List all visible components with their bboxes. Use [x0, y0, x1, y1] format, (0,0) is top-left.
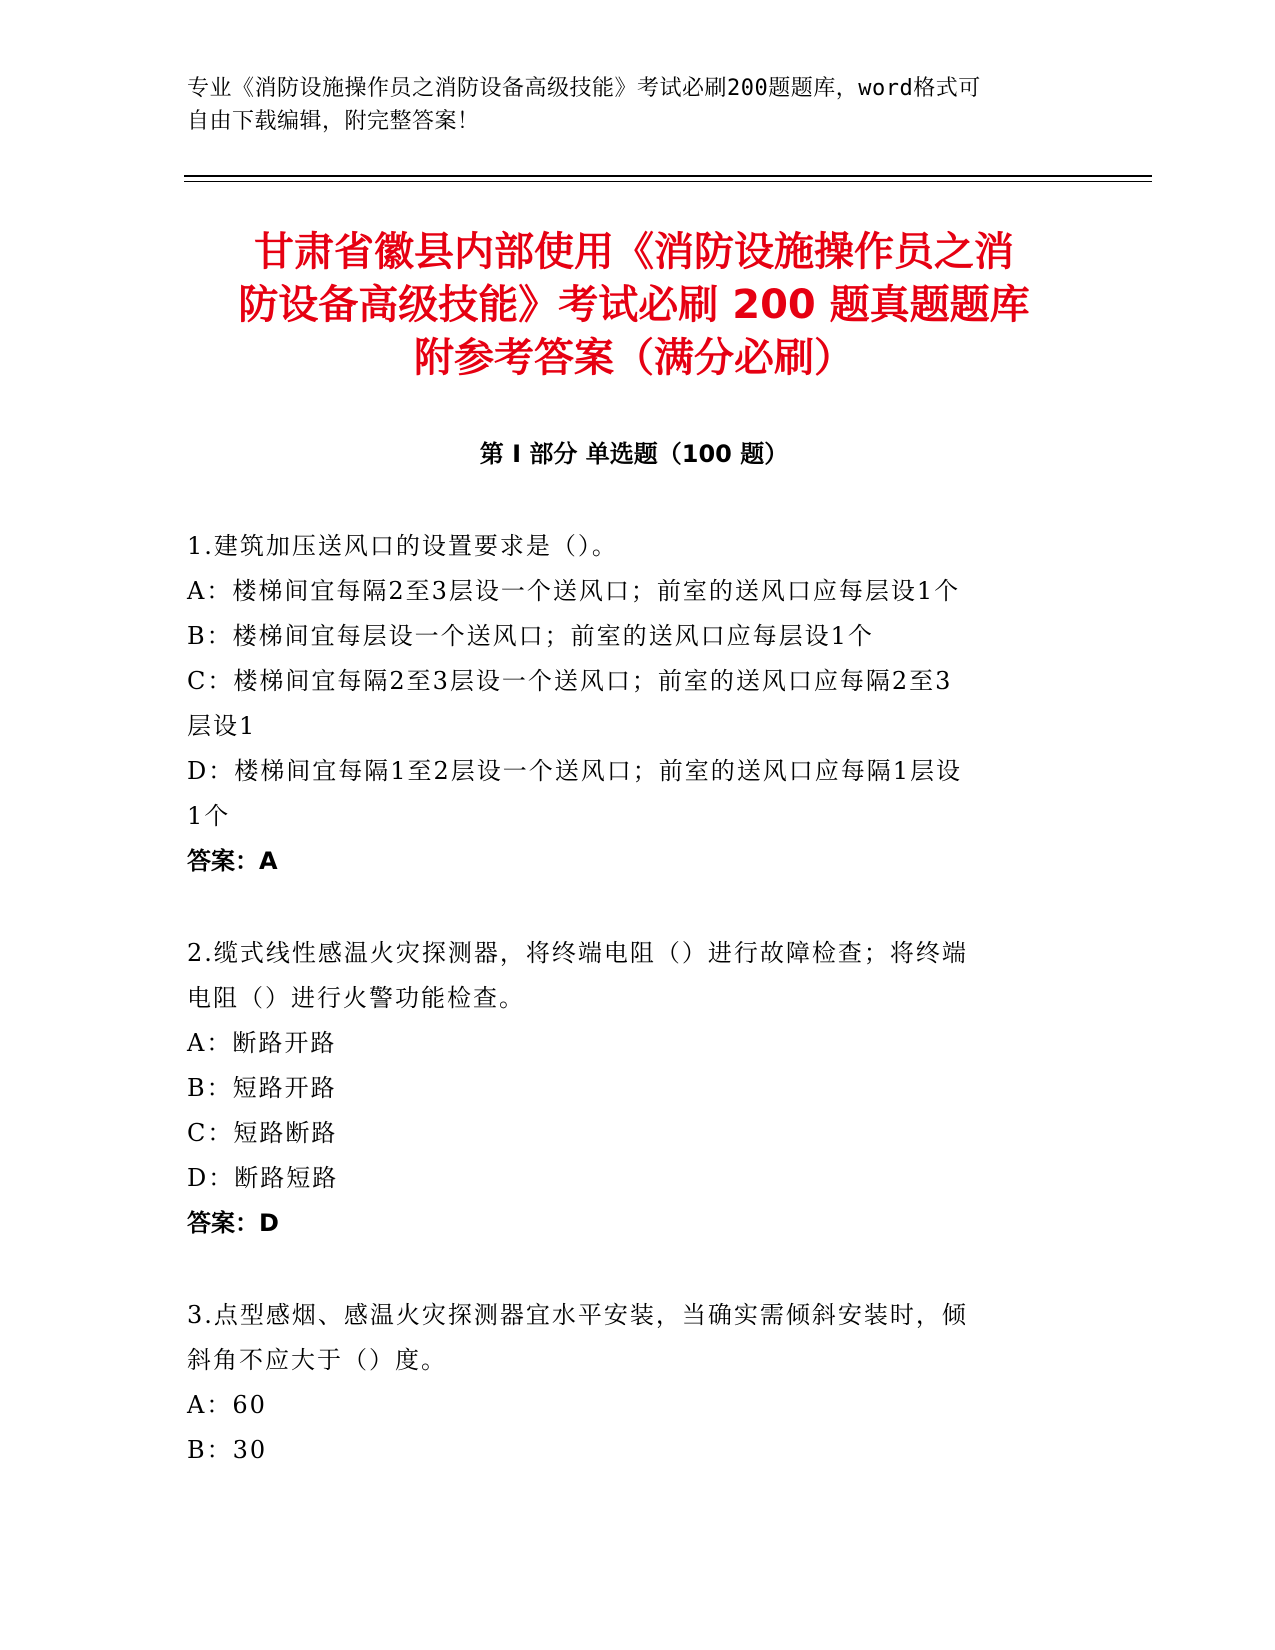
question-text: 1.建筑加压送风口的设置要求是（）。 [187, 532, 618, 560]
option-a: A：断路开路 [187, 1029, 337, 1057]
option-d: D：断路短路 [187, 1164, 339, 1192]
question-text-continued: 电阻（）进行火警功能检查。 [187, 984, 525, 1012]
option-b: B：楼梯间宜每层设一个送风口；前室的送风口应每层设1个 [187, 622, 874, 650]
title-line: 甘肃省徽县内部使用《消防设施操作员之消 [254, 229, 1014, 275]
question-3 [187, 1293, 1067, 1473]
question-1 [187, 524, 1067, 884]
option-c: C：楼梯间宜每隔2至3层设一个送风口；前室的送风口应每隔2至3 [187, 667, 953, 695]
question-text: 3.点型感烟、感温火灾探测器宜水平安装，当确实需倾斜安装时，倾 [187, 1301, 968, 1329]
answer: 答案：D [187, 1209, 279, 1237]
document-title [184, 226, 1084, 385]
header-divider-thick [184, 175, 1152, 177]
section-title: 第 I 部分 单选题（100 题） [479, 440, 789, 468]
title-line: 附参考答案（满分必刷） [414, 335, 854, 381]
option-a: A：60 [187, 1391, 267, 1419]
question-text: 2.缆式线性感温火灾探测器，将终端电阻（）进行故障检查；将终端 [187, 939, 968, 967]
header-note-line: 专业《消防设施操作员之消防设备高级技能》考试必刷200题题库，word格式可 [187, 76, 981, 101]
header-note-line: 自由下载编辑，附完整答案！ [187, 109, 480, 134]
option-c: C：短路断路 [187, 1119, 338, 1147]
option-a: A：楼梯间宜每隔2至3层设一个送风口；前室的送风口应每层设1个 [187, 577, 961, 605]
header-note [187, 72, 1067, 138]
option-b: B：短路开路 [187, 1074, 337, 1102]
question-2 [187, 931, 1067, 1246]
option-b: B：30 [187, 1436, 268, 1464]
option-c-continued: 层设1 [187, 712, 257, 740]
title-line: 防设备高级技能》考试必刷 200 题真题题库 [238, 282, 1030, 328]
header-divider-thin [184, 181, 1152, 182]
option-d: D：楼梯间宜每隔1至2层设一个送风口；前室的送风口应每隔1层设 [187, 757, 963, 785]
answer: 答案：A [187, 847, 278, 875]
option-d-continued: 1个 [187, 802, 231, 830]
question-text-continued: 斜角不应大于（）度。 [187, 1346, 447, 1374]
